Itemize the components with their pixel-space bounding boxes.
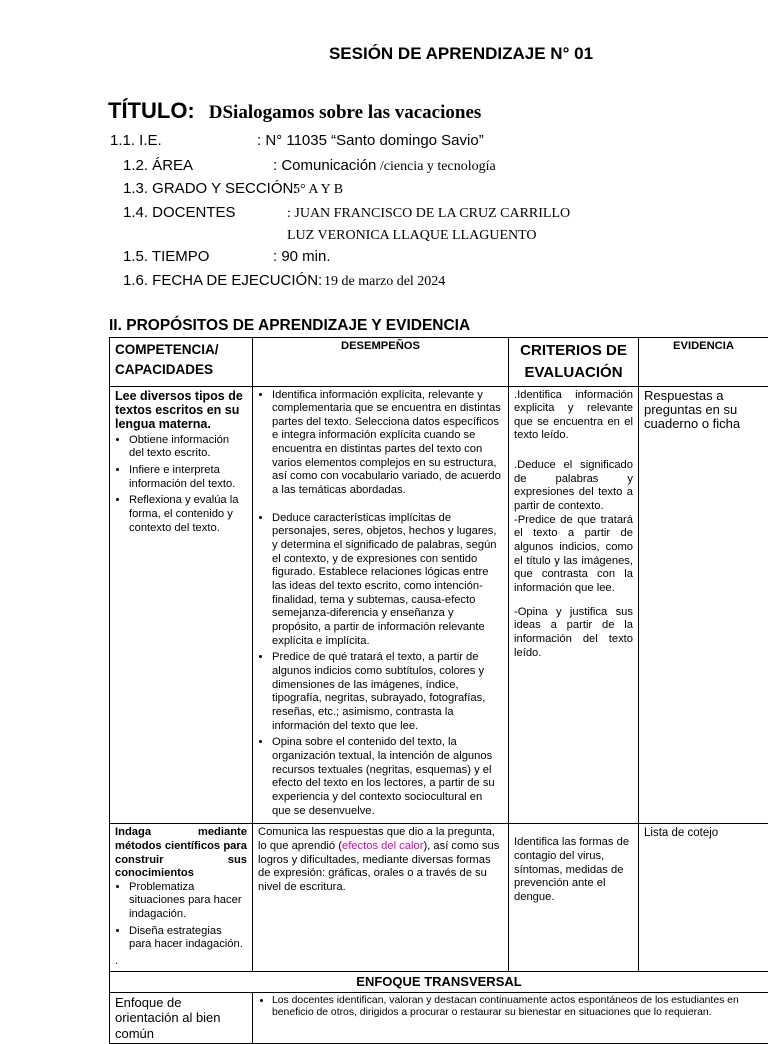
info-grado-value: 5° A Y B xyxy=(293,182,343,198)
header-criterios: CRITERIOS DE EVALUACIÓN xyxy=(509,338,639,387)
area-extra: /ciencia y tecnología xyxy=(376,159,495,174)
header-competencia: COMPETENCIA/ CAPACIDADES xyxy=(110,338,253,387)
enfoque-list xyxy=(258,995,763,1020)
extra-mark: . xyxy=(115,955,247,969)
table-row xyxy=(110,992,768,1044)
header-evidencia: EVIDENCIA xyxy=(639,338,768,387)
purposes-table xyxy=(109,337,768,1044)
desempeno-highlight: efectos del calor xyxy=(342,840,423,852)
info-ie-value: : N° 11035 “Santo domingo Savio” xyxy=(257,132,484,149)
session-title: SESIÓN DE APRENDIZAJE N° 01 xyxy=(0,44,768,64)
enfoque-title: ENFOQUE TRANSVERSAL xyxy=(110,971,768,992)
criterio-item: .Identifica información explicita y relevante que se encuentra en el texto leído. xyxy=(514,389,633,444)
info-area-label: 1.2. ÁREA xyxy=(123,157,193,174)
section-title: II. PROPÓSITOS DE APRENDIZAJE Y EVIDENCIA xyxy=(109,317,470,335)
competencia-cell xyxy=(110,824,253,972)
list-item: • Reflexiona y evalúa la forma, el contenido y contexto del texto. xyxy=(129,494,247,535)
criterio-item: -Predice de que tratará el texto a partir de algunos indicios, como el título y las imágenes, que contrasta con la información que lee. xyxy=(514,514,633,596)
competencia-title: Lee diversos tipos de textos escritos en su lengua materna. xyxy=(115,389,247,432)
info-tiempo-value: : 90 min. xyxy=(273,248,331,265)
list-item: • Diseña estrategias para hacer indagación. xyxy=(129,925,247,952)
table-header-row xyxy=(110,338,768,387)
enfoque-title-row xyxy=(110,971,768,992)
info-fecha-label: 1.6. FECHA DE EJECUCIÓN: xyxy=(123,272,322,289)
table-row xyxy=(110,386,768,824)
info-fecha-value: 19 de marzo del 2024 xyxy=(324,274,445,290)
desempenos-cell xyxy=(253,824,509,972)
capacidades-list xyxy=(115,434,247,536)
table-row xyxy=(110,824,768,972)
desempenos-list xyxy=(258,389,503,819)
criterio-item: .Deduce el significado de palabras y expresiones del texto a partir de contexto. xyxy=(514,459,633,514)
list-item: • Problematiza situaciones para hacer indagación. xyxy=(129,881,247,922)
list-item: • Identifica información explícita, relevante y complementaria que se encuentra en distintas partes del texto. Selecciona datos específicos e integra información explícita cuando se encuentra en distintas partes del texto con varios elementos complejos en su estructura, así como con vocabulario variado, de acuerdo a las temáticas abordadas. xyxy=(272,389,503,498)
competencia-title: Indaga mediante métodos científicos para construir sus conocimientos xyxy=(115,826,247,881)
desempeno-text-b: ), así como sus logros y dificultades, mediante diversas formas de expresión: gráficas, orales o a través de su nivel de escritura. xyxy=(258,840,499,893)
evidencia-cell: Respuestas a preguntas en su cuaderno o ficha xyxy=(639,386,768,824)
criterios-cell xyxy=(509,386,639,824)
list-item: • Obtiene información del texto escrito. xyxy=(129,434,247,461)
evidencia-cell: Lista de cotejo xyxy=(639,824,768,972)
info-ie-label: 1.1. I.E. xyxy=(110,132,162,149)
info-docente-2: LUZ VERONICA LLAQUE LLAGUENTO xyxy=(287,228,537,244)
desempeno-text-a: Comunica las respuestas que dio a la pregunta, lo que aprendió ( xyxy=(258,826,495,852)
criterios-cell: Identifica las formas de contagio del virus, síntomas, medidas de prevención ante el dengue. xyxy=(509,824,639,972)
info-tiempo-label: 1.5. TIEMPO xyxy=(123,248,209,265)
area-value: : Comunicación xyxy=(273,157,376,174)
info-grado-label: 1.3. GRADO Y SECCIÓN: xyxy=(123,180,298,197)
list-item: • Deduce características implícitas de personajes, seres, objetos, hechos y lugares, y determina el significado de palabras, según el contexto, y de expresiones con sentido figurado. Establece relaciones lógicas entre las ideas del texto escrito, como intención-finalidad, tema y subtemas, causa-efecto semejanza-diferencia y enseñanza y propósito, a partir de información relevante explícita e implícita. xyxy=(272,512,503,649)
info-docentes-label: 1.4. DOCENTES xyxy=(123,204,236,221)
info-docente-1: : JUAN FRANCISCO DE LA CRUZ CARRILLO xyxy=(287,206,570,222)
desempenos-cell xyxy=(253,386,509,824)
info-area-value xyxy=(273,157,496,175)
enfoque-name: Enfoque de orientación al bien común xyxy=(110,992,253,1044)
enfoque-description-cell xyxy=(253,992,768,1044)
list-item: • Los docentes identifican, valoran y destacan continuamente actos espontáneos de los estudiantes en beneficio de otros, dirigidos a procurar o restaurar su bienestar en situaciones que lo requieran. xyxy=(272,995,763,1020)
criterio-item: -Opina y justifica sus ideas a partir de la información del texto leído. xyxy=(514,606,633,661)
list-item: • Infiere e interpreta información del texto. xyxy=(129,464,247,491)
capacidades-list xyxy=(115,881,247,952)
title-value: DSialogamos sobre las vacaciones xyxy=(209,102,482,123)
competencia-cell xyxy=(110,386,253,824)
title-label: TÍTULO: xyxy=(108,98,195,123)
list-item: • Predice de qué tratará el texto, a partir de algunos indicios como subtítulos, colores y dimensiones de las imágenes, índice, tipografía, negritas, subrayado, fotografías, reseñas, etc.; asimismo, contrasta la información del texto que lee. xyxy=(272,651,503,733)
title-row xyxy=(108,98,481,124)
list-item: • Opina sobre el contenido del texto, la organización textual, la intención de algunos recursos textuales (negritas, esquemas) y el efecto del texto en los lectores, a partir de su experiencia y del contexto sociocultural en que se desenvuelve. xyxy=(272,736,503,818)
header-desempenos: DESEMPEÑOS xyxy=(253,338,509,387)
